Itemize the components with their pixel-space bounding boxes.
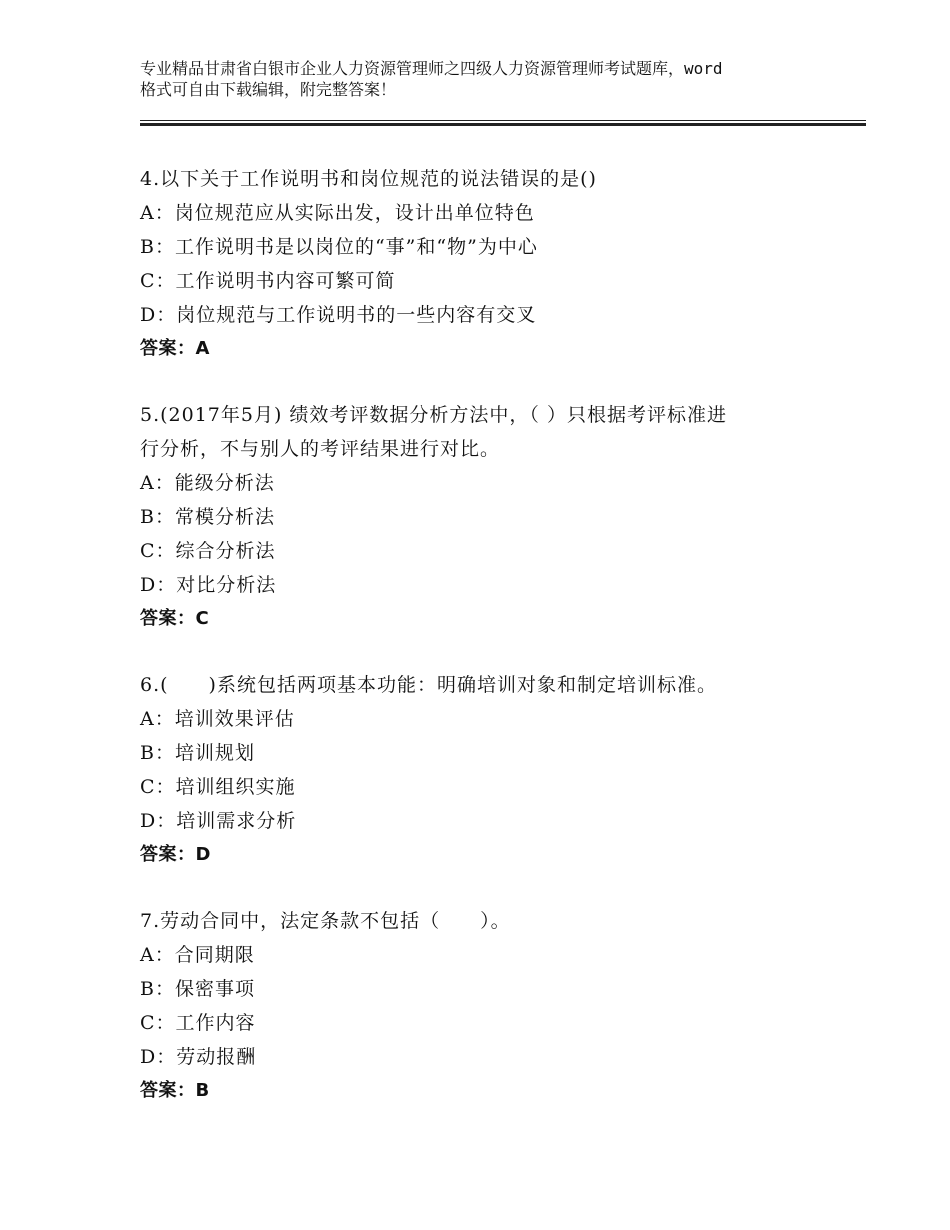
document-header xyxy=(140,58,840,100)
option-b: B：常模分析法 xyxy=(140,506,275,528)
question-5 xyxy=(140,398,840,636)
option-a: A：能级分析法 xyxy=(140,472,275,494)
question-stem-line-2: 行分析，不与别人的考评结果进行对比。 xyxy=(140,438,501,460)
option-b: B：工作说明书是以岗位的“事”和“物”为中心 xyxy=(140,236,538,258)
answer-label: 答案：A xyxy=(140,338,210,359)
option-d: D：对比分析法 xyxy=(140,574,277,596)
header-line-2: 格式可自由下载编辑，附完整答案！ xyxy=(140,80,397,99)
question-7 xyxy=(140,904,840,1108)
answer-label: 答案：B xyxy=(140,1080,210,1101)
header-line-1: 专业精品甘肃省白银市企业人力资源管理师之四级人力资源管理师考试题库，word xyxy=(140,59,723,78)
answer-label: 答案：C xyxy=(140,608,210,629)
option-d: D：劳动报酬 xyxy=(140,1046,257,1068)
question-stem-line-1: 5.(2017年5月) 绩效考评数据分析方法中，（ ）只根据考评标准进 xyxy=(140,404,727,426)
option-c: C：综合分析法 xyxy=(140,540,276,562)
question-stem: 7.劳动合同中，法定条款不包括（ ）。 xyxy=(140,910,511,932)
option-a: A：岗位规范应从实际出发，设计出单位特色 xyxy=(140,202,535,224)
header-divider-thin xyxy=(140,120,866,121)
option-d: D：岗位规范与工作说明书的一些内容有交叉 xyxy=(140,304,537,326)
option-c: C：培训组织实施 xyxy=(140,776,296,798)
question-list xyxy=(140,162,840,1140)
answer-label: 答案：D xyxy=(140,844,211,865)
option-d: D：培训需求分析 xyxy=(140,810,297,832)
option-b: B：培训规划 xyxy=(140,742,255,764)
option-b: B：保密事项 xyxy=(140,978,255,1000)
question-4 xyxy=(140,162,840,366)
option-c: C：工作内容 xyxy=(140,1012,256,1034)
option-a: A：培训效果评估 xyxy=(140,708,295,730)
option-c: C：工作说明书内容可繁可简 xyxy=(140,270,396,292)
header-divider-thick xyxy=(140,123,866,126)
question-stem: 4.以下关于工作说明书和岗位规范的说法错误的是() xyxy=(140,168,597,190)
option-a: A：合同期限 xyxy=(140,944,255,966)
question-stem: 6.( )系统包括两项基本功能：明确培训对象和制定培训标准。 xyxy=(140,674,717,696)
question-6 xyxy=(140,668,840,872)
